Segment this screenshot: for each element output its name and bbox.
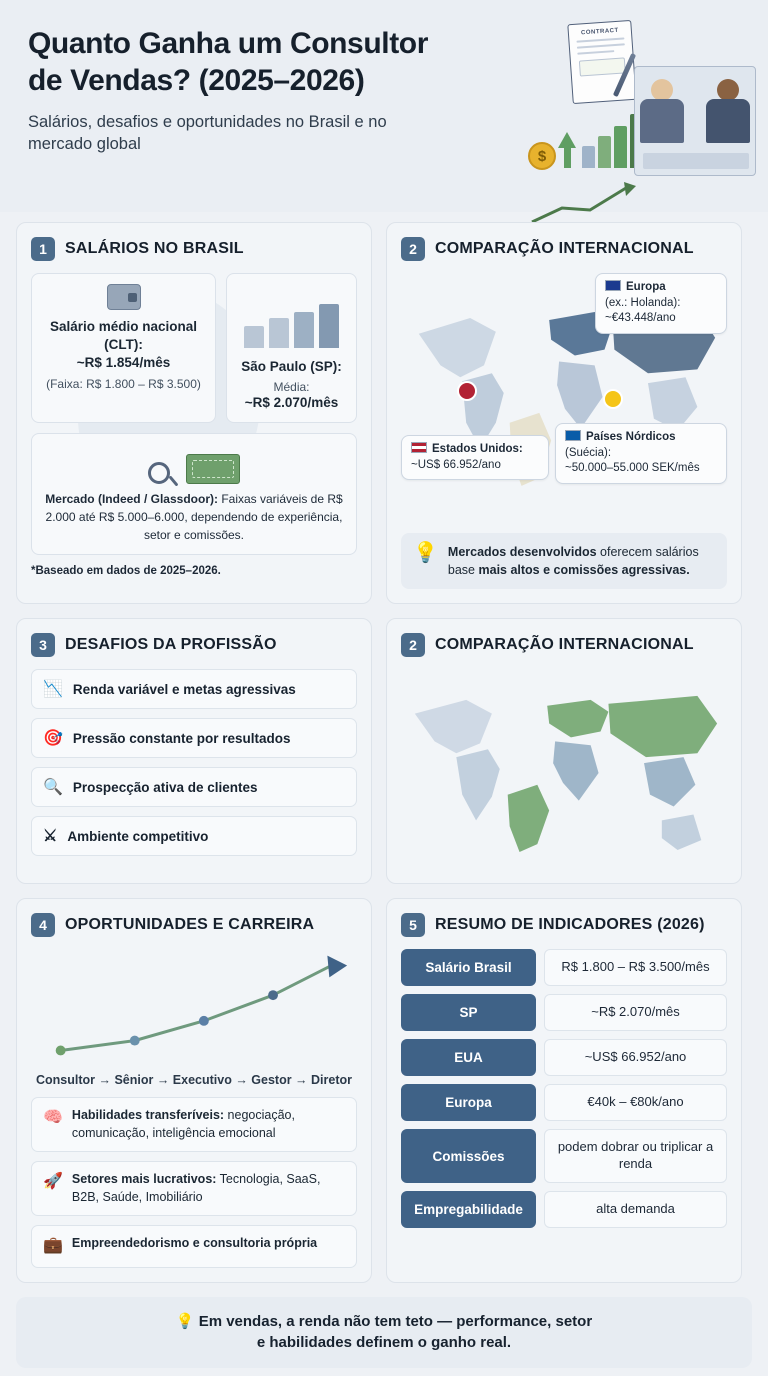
market-text — [44, 490, 344, 544]
content-grid — [0, 212, 768, 1283]
europe-title: Europa — [626, 281, 666, 293]
table-row — [401, 949, 727, 986]
indicators-table — [401, 949, 727, 1228]
opportunity-bold: Setores mais lucrativos: — [71, 1172, 217, 1187]
row-key: SP — [401, 994, 536, 1031]
section-number-badge: 2 — [401, 633, 425, 657]
opportunity-text — [72, 1235, 317, 1257]
person-body — [706, 99, 750, 143]
bubble-europe — [595, 273, 727, 334]
row-value: ~R$ 2.070/mês — [544, 994, 727, 1031]
table-row — [401, 994, 727, 1031]
section-number-badge: 2 — [401, 237, 425, 261]
list-item — [31, 718, 357, 758]
row-key: Empregabilidade — [401, 1191, 536, 1228]
wallet-icon — [107, 284, 141, 310]
world-map-secondary — [401, 669, 727, 869]
opportunity-detail: Tecnologia, SaaS, B2B, Saúde, Imobiliário — [71, 1172, 321, 1204]
rocket-icon: 🚀 — [43, 1173, 63, 1191]
row-value: ~US$ 66.952/ano — [544, 1039, 727, 1076]
challenge-label: Prospecção ativa de clientes — [72, 779, 258, 795]
list-item — [31, 1225, 357, 1267]
briefcase-icon: 💼 — [43, 1237, 63, 1255]
contract-line — [577, 43, 625, 48]
card-salarios-brasil — [16, 222, 372, 604]
header — [0, 0, 768, 212]
person-body — [640, 99, 684, 143]
target-icon: 🎯 — [43, 730, 63, 748]
career-path-label: Consultor → Sênior → Executivo → Gestor → Diretor — [35, 1073, 353, 1088]
panel-market-range — [31, 433, 357, 555]
challenge-label: Ambiente competitivo — [67, 828, 209, 844]
usa-value: ~US$ 66.952/ano — [411, 458, 501, 471]
card-desafios — [16, 618, 372, 884]
page-subtitle: Salários, desafios e oportunidades no Brasil e no mercado global — [28, 113, 387, 154]
career-growth-chart — [31, 949, 357, 1069]
card-comparacao-internacional-mapa — [386, 618, 742, 884]
bar — [598, 136, 611, 168]
page-title: Quanto Ganha um Consultor de Vendas? (2025–2026) — [28, 27, 428, 97]
market-detail: Faixas variáveis de R$ 2.000 até R$ 5.000–6.000, dependendo de experiência, setor e comissões. — [45, 492, 343, 543]
section-number-badge: 1 — [31, 237, 55, 261]
challenge-label: Renda variável e metas agressivas — [72, 681, 296, 697]
opportunity-detail: negociação, comunicação, inteligência emocional — [71, 1108, 295, 1140]
magnifier-icon: 🔍 — [43, 779, 63, 797]
opportunity-bold: Empreendedorismo e consultoria própria — [71, 1236, 318, 1251]
nordics-value: ~50.000–55.000 SEK/mês — [565, 462, 700, 475]
card-header — [401, 913, 727, 937]
bubble-usa — [401, 435, 549, 480]
se-flag-icon — [565, 430, 581, 441]
section-title: RESUMO DE INDICADORES (2026) — [435, 916, 705, 934]
nordics-title: Países Nórdicos — [586, 431, 676, 443]
row-value: €40k – €80k/ano — [544, 1084, 727, 1121]
sp-label: São Paulo (SP): — [241, 359, 342, 374]
salary-row — [31, 273, 357, 423]
bar — [294, 312, 314, 348]
opportunity-bold: Habilidades transferíveis: — [71, 1108, 225, 1123]
us-flag-icon — [411, 442, 427, 453]
person-head — [717, 79, 739, 101]
handshake-illustration — [634, 66, 756, 176]
bar — [319, 304, 339, 348]
europe-line2: (ex.: Holanda): — [605, 296, 681, 309]
bar — [582, 146, 595, 168]
row-key: EUA — [401, 1039, 536, 1076]
card-resumo-indicadores — [386, 898, 742, 1282]
data-source-note: *Baseado em dados de 2025–2026. — [31, 565, 221, 578]
challenge-label: Pressão constante por resultados — [72, 730, 291, 746]
tip-mid: oferecem salários base — [447, 545, 699, 578]
section-title: COMPARAÇÃO INTERNACIONAL — [435, 636, 694, 654]
list-item — [31, 816, 357, 856]
card-header — [401, 237, 727, 261]
tip-text — [448, 543, 715, 579]
chart-down-icon: 📉 — [43, 681, 63, 699]
table-row — [401, 1039, 727, 1076]
nordics-line2: (Suécia): — [565, 446, 612, 459]
section-title: SALÁRIOS NO BRASIL — [65, 240, 244, 257]
magnifier-icon — [148, 462, 170, 484]
header-illustration — [526, 18, 756, 193]
brain-icon: 🧠 — [43, 1109, 63, 1127]
challenges-list — [31, 669, 357, 856]
eu-flag-icon — [605, 280, 621, 291]
national-salary-label: Salário médio nacional (CLT): — [49, 319, 198, 353]
table-row — [401, 1129, 727, 1183]
table-surface — [643, 153, 749, 169]
tip-bold-2: mais altos e comissões agressivas. — [478, 563, 690, 578]
section-title: DESAFIOS DA PROFISSÃO — [65, 636, 277, 654]
opportunity-text — [72, 1171, 345, 1206]
lightbulb-icon: 💡 — [413, 542, 438, 564]
map-pin-nordics — [603, 389, 623, 409]
list-item — [31, 1097, 357, 1152]
footer-line-2: e habilidades definem o ganho real. — [256, 1334, 512, 1352]
contract-label: CONTRACT — [580, 27, 619, 37]
tip-bold-1: Mercados desenvolvidos — [447, 545, 597, 559]
money-stack-icon — [186, 454, 240, 484]
section-title: OPORTUNIDADES E CARREIRA — [65, 916, 315, 934]
mini-bar-chart — [239, 302, 344, 348]
row-value: R$ 1.800 – R$ 3.500/mês — [544, 949, 727, 986]
growth-chart-icon — [526, 104, 646, 176]
section-number-badge: 5 — [401, 913, 425, 937]
growth-line-graphic — [31, 949, 357, 1069]
contract-signature-box — [579, 57, 626, 76]
national-salary-value: ~R$ 1.854/mês — [76, 355, 171, 371]
row-value: alta demanda — [544, 1191, 727, 1228]
row-key: Comissões — [401, 1129, 536, 1183]
opportunities-list — [31, 1097, 357, 1267]
up-arrow-icon — [558, 132, 576, 148]
section-number-badge: 3 — [31, 633, 55, 657]
map-pin-usa — [457, 381, 477, 401]
card-oportunidades — [16, 898, 372, 1282]
section-number-badge: 4 — [31, 913, 55, 937]
footer-line-1: Em vendas, a renda não tem teto — performance, setor — [198, 1312, 593, 1330]
table-row — [401, 1084, 727, 1121]
lightbulb-icon: 💡 — [175, 1312, 195, 1330]
national-salary-range: (Faixa: R$ 1.800 – R$ 3.500) — [46, 376, 201, 391]
panel-sao-paulo-salary — [226, 273, 357, 423]
card-comparacao-internacional — [386, 222, 742, 604]
sp-value: ~R$ 2.070/mês — [244, 395, 339, 411]
person-head — [651, 79, 673, 101]
contract-line — [577, 50, 614, 55]
bar — [244, 326, 264, 348]
section-title: COMPARAÇÃO INTERNACIONAL — [435, 240, 694, 257]
list-item — [31, 767, 357, 807]
usa-title: Estados Unidos: — [432, 443, 523, 455]
market-icons — [44, 444, 344, 484]
sp-sublabel: Média: — [273, 380, 310, 395]
opportunity-text — [72, 1107, 345, 1142]
row-key: Salário Brasil — [401, 949, 536, 986]
list-item — [31, 669, 357, 709]
footer-banner — [16, 1297, 752, 1369]
market-source-label: Mercado (Indeed / Glassdoor): — [45, 492, 218, 507]
contract-line — [576, 37, 624, 42]
world-map — [401, 273, 727, 523]
bar — [269, 318, 289, 348]
tip-developed-markets — [401, 533, 727, 589]
list-item — [31, 1161, 357, 1216]
card-header — [401, 633, 727, 657]
panel-national-salary — [31, 273, 216, 423]
table-row — [401, 1191, 727, 1228]
world-map-graphic — [401, 669, 727, 869]
card-header — [31, 913, 357, 937]
bubble-nordics — [555, 423, 727, 484]
bar — [614, 126, 627, 168]
row-key: Europa — [401, 1084, 536, 1121]
swords-icon: ⚔ — [43, 828, 58, 846]
card-header — [31, 633, 357, 657]
europe-value: ~€43.448/ano — [605, 312, 676, 325]
coin-icon: $ — [528, 142, 556, 170]
row-value: podem dobrar ou triplicar a renda — [544, 1129, 727, 1183]
